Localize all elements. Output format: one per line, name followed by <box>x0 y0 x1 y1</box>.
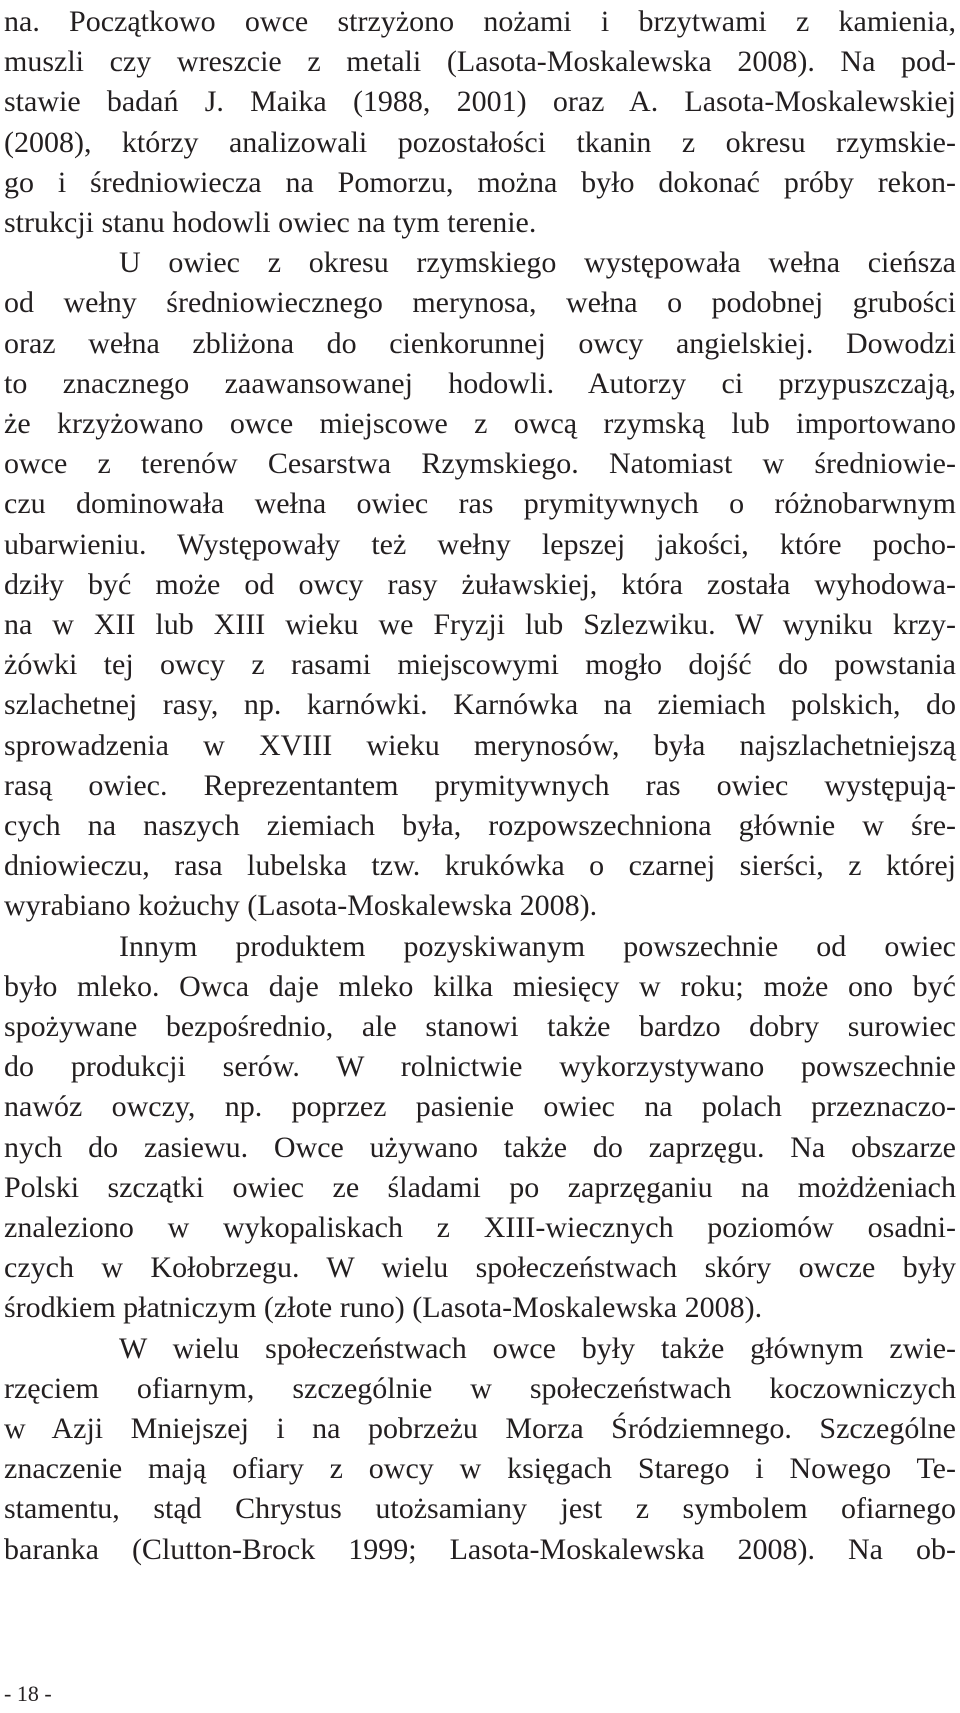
text-line: dziły być może od owcy rasy żuławskiej, która została wyhodowa- <box>4 567 956 601</box>
text-line: wyrabiano kożuchy (Lasota-Moskalewska 2008). <box>4 889 598 923</box>
text-line: środkiem płatniczym (złote runo) (Lasota-Moskalewska 2008). <box>4 1291 763 1325</box>
text-line: strukcji stanu hodowli owiec na tym terenie. <box>4 206 537 239</box>
text-line: rasą owiec. Reprezentantem prymitywnych ras owiec występują- <box>4 768 956 802</box>
text-line: U owiec z okresu rzymskiego występowała wełna cieńsza <box>119 246 956 280</box>
text-line: muszli czy wreszcie z metali (Lasota-Moskalewska 2008). Na pod- <box>4 45 956 79</box>
text-line: nych do zasiewu. Owce używano także do zaprzęgu. Na obszarze <box>4 1130 956 1164</box>
text-line: Innym produktem pozyskiwanym powszechnie od owiec <box>119 929 956 963</box>
text-line: cych na naszych ziemiach była, rozpowszechniona głównie w śre- <box>4 809 956 842</box>
text-line: że krzyżowano owce miejscowe z owcą rzymską lub importowano <box>4 407 956 440</box>
text-line: spożywane bezpośrednio, ale stanowi także bardzo dobry surowiec <box>4 1010 956 1043</box>
text-line: na. Początkowo owce strzyżono nożami i brzytwami z kamienia, <box>4 5 956 38</box>
text-line: na w XII lub XIII wieku we Fryzji lub Szlezwiku. W wyniku krzy- <box>4 608 956 641</box>
text-line: ubarwieniu. Występowały też wełny lepszej jakości, które pocho- <box>4 527 956 561</box>
text-line: baranka (Clutton-Brock 1999; Lasota-Moskalewska 2008). Na ob- <box>4 1532 956 1566</box>
text-line: oraz wełna zbliżona do cienkorunnej owcy angielskiej. Dowodzi <box>4 326 956 360</box>
text-line: od wełny średniowiecznego merynosa, wełna o podobnej grubości <box>4 286 956 320</box>
text-line: znaczenie mają ofiary z owcy w księgach Starego i Nowego Te- <box>4 1452 956 1486</box>
text-line: Polski szczątki owiec ze śladami po zaprzęganiu na możdżeniach <box>4 1170 956 1204</box>
text-line: w Azji Mniejszej i na pobrzeżu Morza Śródziemnego. Szczególne <box>4 1412 956 1445</box>
text-line: sprowadzenia w XVIII wieku merynosów, była najszlachetniejszą <box>4 728 956 762</box>
text-line: stamentu, stąd Chrystus utożsamiany jest z symbolem ofiarnego <box>4 1492 956 1526</box>
text-line: rzęciem ofiarnym, szczególnie w społeczeństwach koczowniczych <box>4 1371 956 1405</box>
text-line: czych w Kołobrzegu. W wielu społeczeństwach skóry owcze były <box>4 1251 956 1285</box>
text-line: go i średniowiecza na Pomorzu, można było dokonać próby rekon- <box>4 165 956 199</box>
text-line: (2008), którzy analizowali pozostałości tkanin z okresu rzymskie- <box>4 125 956 159</box>
text-line: szlachetnej rasy, np. karnówki. Karnówka na ziemiach polskich, do <box>4 688 956 722</box>
page-number: - 18 - <box>4 1681 52 1706</box>
text-line: czu dominowała wełna owiec ras prymitywnych o różnobarwnym <box>4 487 956 521</box>
text-line: do produkcji serów. W rolnictwie wykorzystywano powszechnie <box>4 1050 956 1084</box>
text-line: stawie badań J. Maika (1988, 2001) oraz A. Lasota-Moskalewskiej <box>4 85 956 119</box>
text-line: owce z terenów Cesarstwa Rzymskiego. Natomiast w średniowie- <box>4 447 956 481</box>
text-line: było mleko. Owca daje mleko kilka miesięcy w roku; może ono być <box>4 969 956 1003</box>
text-line: nawóz owczy, np. poprzez pasienie owiec na polach przeznaczo- <box>4 1090 956 1124</box>
text-line: żówki tej owcy z rasami miejscowymi mogło dojść do powstania <box>4 648 956 682</box>
text-line: W wielu społeczeństwach owce były także głównym zwie- <box>119 1331 956 1365</box>
text-line: dniowieczu, rasa lubelska tzw. krukówka o czarnej sierści, z której <box>4 849 956 883</box>
text-line: znaleziono w wykopaliskach z XIII-wiecznych poziomów osadni- <box>4 1211 956 1244</box>
text-line: to znacznego zaawansowanej hodowli. Autorzy ci przypuszczają, <box>4 366 956 400</box>
